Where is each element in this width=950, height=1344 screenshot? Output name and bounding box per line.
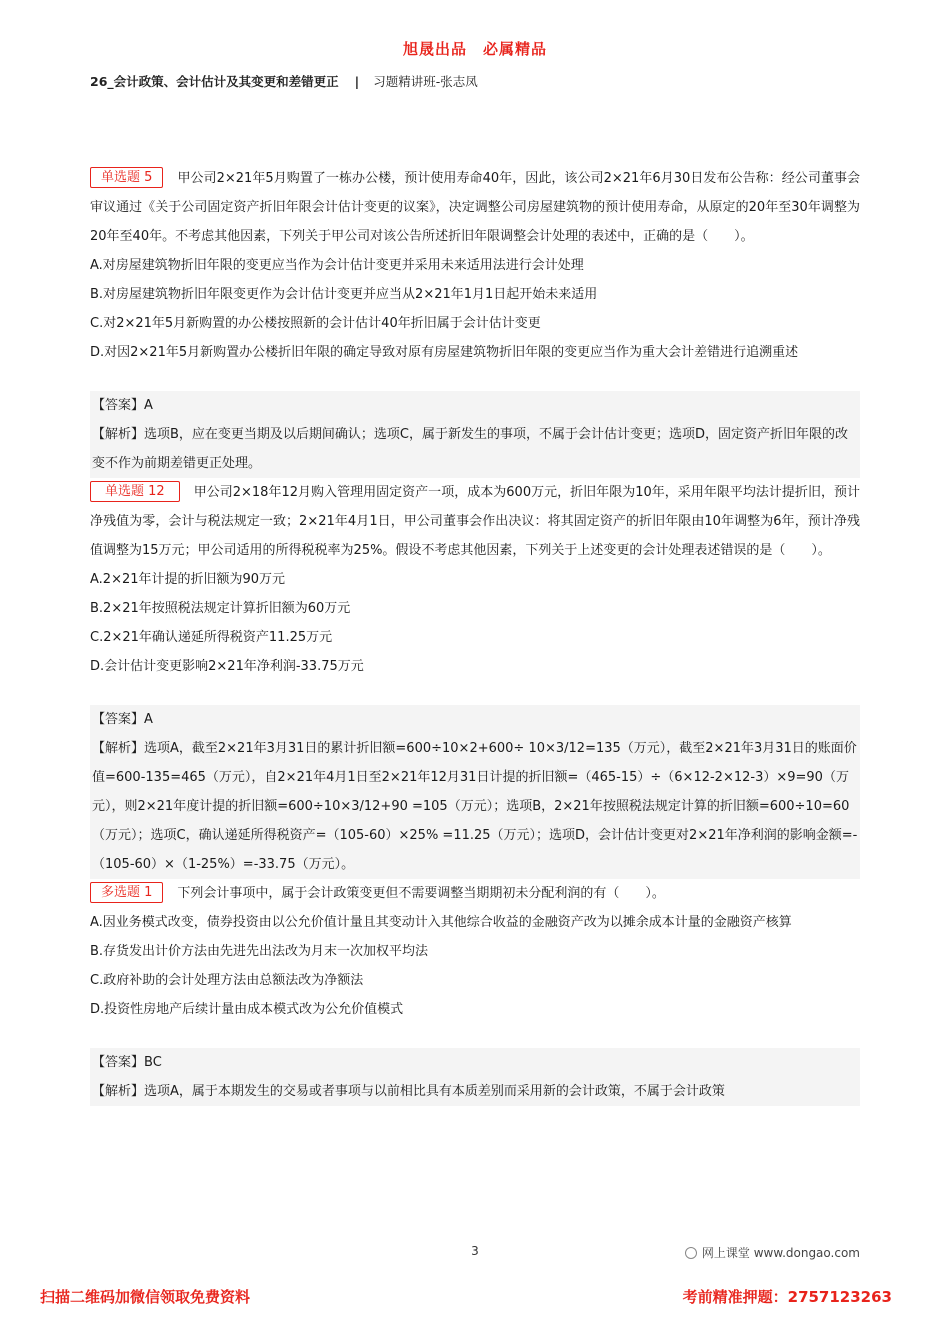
answer-block — [90, 391, 860, 478]
analysis-text: 【解析】选项B，应在变更当期及以后期间确认；选项C，属于新发生的事项，不属于会计估计变更；选项D，固定资产折旧年限的改变不作为前期差错更正处理。 — [92, 427, 849, 471]
option-d: D.对因2×21年5月新购置办公楼折旧年限的确定导致对原有房屋建筑物折旧年限的变更应当作为重大会计差错进行追溯重述 — [90, 345, 799, 360]
option-b: B.2×21年按照税法规定计算折旧额为60万元 — [90, 601, 351, 616]
question-3 — [90, 879, 860, 908]
option-b: B.对房屋建筑物折旧年限变更作为会计估计变更并应当从2×21年1月1日起开始未来适用 — [90, 287, 598, 302]
answer-line: 【答案】BC — [92, 1055, 162, 1070]
question-1 — [90, 164, 860, 251]
option-a: A.对房屋建筑物折旧年限的变更应当作为会计估计变更并采用未来适用法进行会计处理 — [90, 258, 584, 273]
site-logo-icon — [685, 1247, 697, 1259]
option-d: D.投资性房地产后续计量由成本模式改为公允价值模式 — [90, 1002, 404, 1017]
option-d: D.会计估计变更影响2×21年净利润-33.75万元 — [90, 659, 364, 674]
site-label: 网上课堂 www.dongao.com — [701, 1246, 860, 1260]
answer-block — [90, 1048, 860, 1106]
document-body — [90, 164, 860, 1106]
site-watermark — [685, 1244, 860, 1261]
promo-contact-text: 考前精准押题：2757123263 — [682, 1288, 892, 1306]
option-a: A.因业务模式改变，债券投资由以公允价值计量且其变动计入其他综合收益的金融资产改为以摊余成本计量的金融资产核算 — [90, 915, 792, 930]
analysis-text: 【解析】选项A，属于本期发生的交易或者事项与以前相比具有本质差别而采用新的会计政策，不属于会计政策 — [92, 1084, 725, 1099]
promo-qrcode-text: 扫描二维码加微信领取免费资料 — [40, 1288, 251, 1306]
answer-line: 【答案】A — [92, 712, 153, 727]
course-name: 习题精讲班-张志凤 — [373, 74, 478, 89]
question-stem: 下列会计事项中，属于会计政策变更但不需要调整当期期初未分配利润的有（ ）。 — [177, 886, 665, 901]
question-type-badge: 单选题 5 — [90, 167, 163, 188]
page-number: 3 — [471, 1244, 479, 1258]
question-stem: 甲公司2×18年12月购入管理用固定资产一项，成本为600万元，折旧年限为10年，采用年限平均法计提折旧，预计净残值为零，会计与税法规定一致；2×21年4月1日，甲公司董事会作出决议：将其固定资产的折旧年限由10年调整为6年，预计净残值调整为15万元；甲公司适用的所得税税率为25%。假设不考虑其他因素，下列关于上述变更的会计处理表述错误的是（ ）。 — [90, 485, 860, 558]
option-a: A.2×21年计提的折旧额为90万元 — [90, 572, 286, 587]
answer-block — [90, 705, 860, 879]
option-b: B.存货发出计价方法由先进先出法改为月末一次加权平均法 — [90, 944, 429, 959]
option-c: C.对2×21年5月新购置的办公楼按照新的会计估计40年折旧属于会计估计变更 — [90, 316, 541, 331]
option-c: C.政府补助的会计处理方法由总额法改为净额法 — [90, 973, 364, 988]
header-separator: | — [354, 74, 360, 89]
answer-line: 【答案】A — [92, 398, 153, 413]
question-type-badge: 多选题 1 — [90, 882, 163, 903]
page-header — [90, 72, 478, 90]
option-c: C.2×21年确认递延所得税资产11.25万元 — [90, 630, 333, 645]
brand-slogan: 旭晟出品 必属精品 — [402, 40, 547, 58]
question-type-badge: 单选题 12 — [90, 481, 180, 502]
analysis-text: 【解析】选项A，截至2×21年3月31日的累计折旧额=600÷10×2+600÷ 10×3/12=135（万元），截至2×21年3月31日的账面价值=600-135=465（万元），自2×21年4月1日至2×21年12月31日计提的折旧额=（465-15）÷（6×12-2×12-3）×9=90（万元），则2×21年度计提的折旧额=600÷10×3/12+90 =105（万元）；选项B，2×21年按照税法规定计算的折旧额=600÷10=60（万元）；选项C，确认递延所得税资产=（105-60）×25% =11.25（万元）；选项D，会计估计变更对2×21年净利润的影响金额=-（105-60）×（1-25%）=-33.75（万元）。 — [92, 741, 858, 872]
question-2 — [90, 478, 860, 565]
chapter-title: 26_会计政策、会计估计及其变更和差错更正 — [90, 74, 339, 89]
question-stem: 甲公司2×21年5月购置了一栋办公楼，预计使用寿命40年，因此，该公司2×21年6月30日发布公告称：经公司董事会审议通过《关于公司固定资产折旧年限会计估计变更的议案》，决定调整公司房屋建筑物的预计使用寿命，从原定的20年至30年调整为20年至40年。不考虑其他因素，下列关于甲公司对该公告所述折旧年限调整会计处理的表述中，正确的是（ ）。 — [90, 171, 860, 244]
